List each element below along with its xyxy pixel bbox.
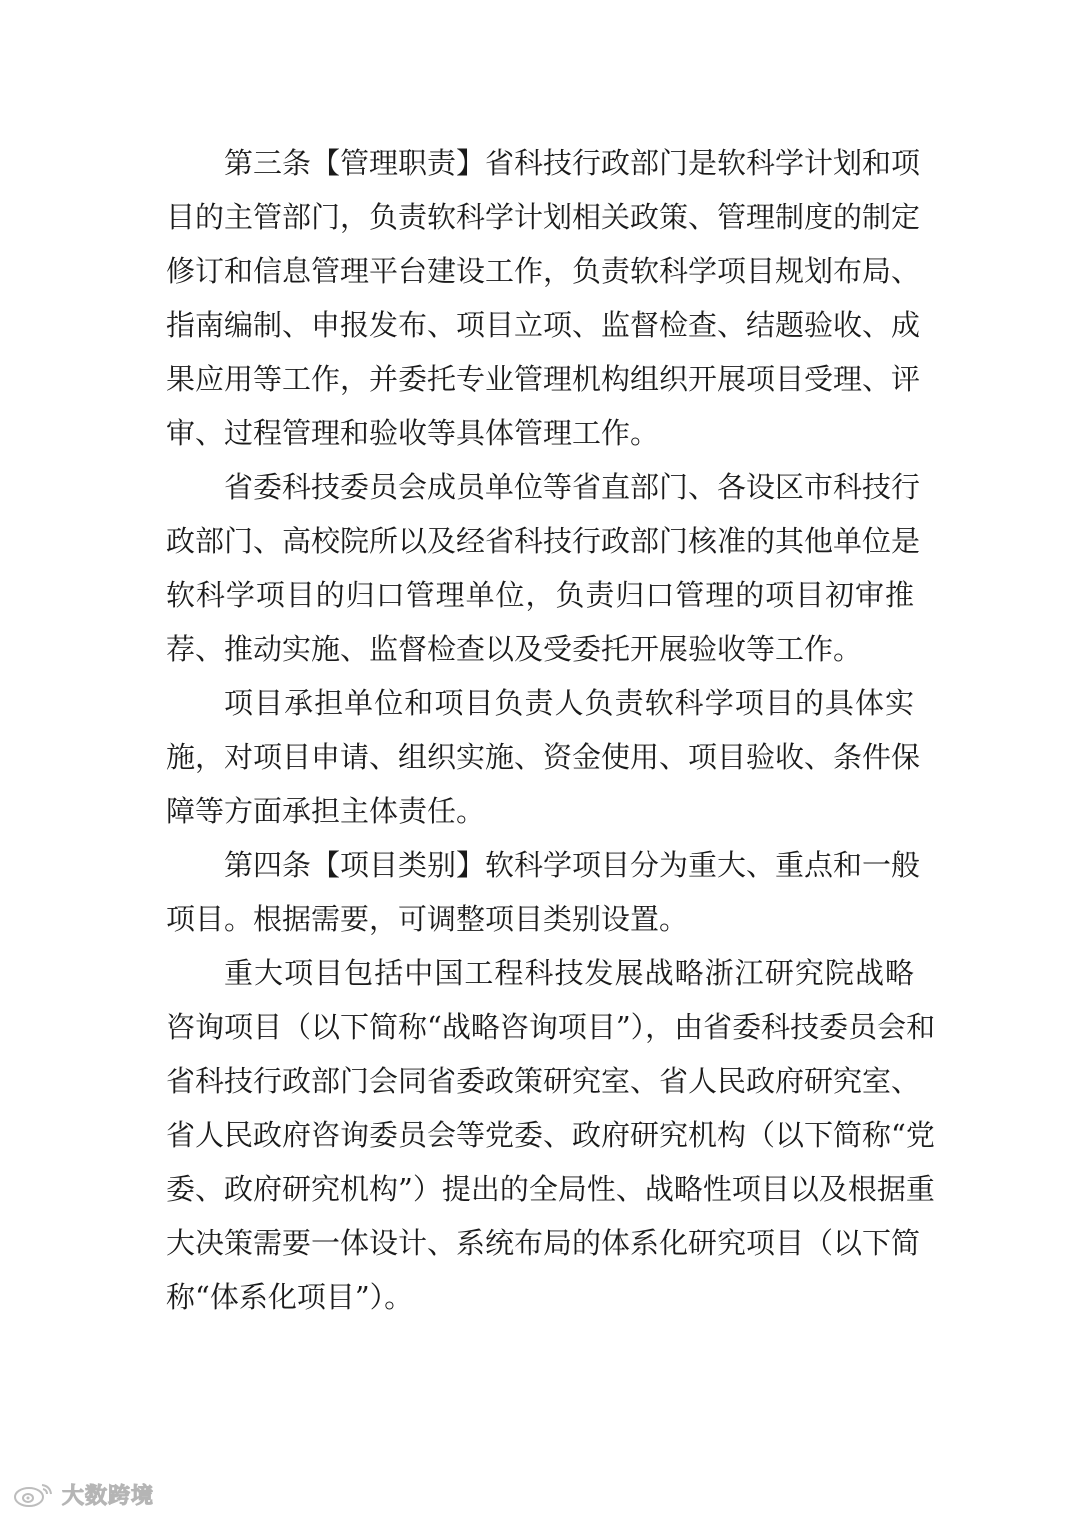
text-line: 软科学项目的归口管理单位，负责归口管理的项目初审推 (166, 578, 915, 612)
text-line: 省委科技委员会成员单位等省直部门、各设区市科技行 (224, 470, 921, 504)
text-line: 政部门、高校院所以及经省科技行政部门核准的其他单位是 (166, 524, 921, 558)
text-line: 荐、推动实施、监督检查以及受委托开展验收等工作。 (166, 632, 863, 666)
text-line: 审、过程管理和验收等具体管理工作。 (166, 416, 660, 450)
text-line: 修订和信息管理平台建设工作，负责软科学项目规划布局、 (166, 254, 921, 288)
weibo-logo-icon (12, 1479, 56, 1509)
watermark-text: 大数跨境 (62, 1483, 155, 1509)
text-line: 项目承担单位和项目负责人负责软科学项目的具体实 (224, 686, 916, 720)
text-line: 第三条【管理职责】省科技行政部门是软科学计划和项 (224, 146, 921, 180)
text-line: 果应用等工作，并委托专业管理机构组织开展项目受理、评 (166, 362, 921, 396)
text-line: 委、政府研究机构”）提出的全局性、战略性项目以及根据重 (166, 1172, 935, 1206)
text-line: 第四条【项目类别】软科学项目分为重大、重点和一般 (224, 848, 921, 882)
text-line: 大决策需要一体设计、系统布局的体系化研究项目（以下简 (166, 1226, 921, 1260)
text-line: 称“体系化项目”）。 (166, 1280, 414, 1314)
text-line: 省科技行政部门会同省委政策研究室、省人民政府研究室、 (166, 1064, 921, 1098)
text-line: 项目。根据需要，可调整项目类别设置。 (166, 902, 689, 936)
text-line: 施，对项目申请、组织实施、资金使用、项目验收、条件保 (166, 740, 921, 774)
text-line: 障等方面承担主体责任。 (166, 794, 486, 828)
text-line: 目的主管部门，负责软科学计划相关政策、管理制度的制定 (166, 200, 921, 234)
text-line: 咨询项目（以下简称“战略咨询项目”），由省委科技委员会和 (166, 1010, 936, 1044)
text-line: 省人民政府咨询委员会等党委、政府研究机构（以下简称“党 (166, 1118, 935, 1152)
text-line: 重大项目包括中国工程科技发展战略浙江研究院战略 (224, 956, 916, 990)
watermark (12, 1474, 154, 1514)
text-line: 指南编制、申报发布、项目立项、监督检查、结题验收、成 (166, 308, 921, 342)
